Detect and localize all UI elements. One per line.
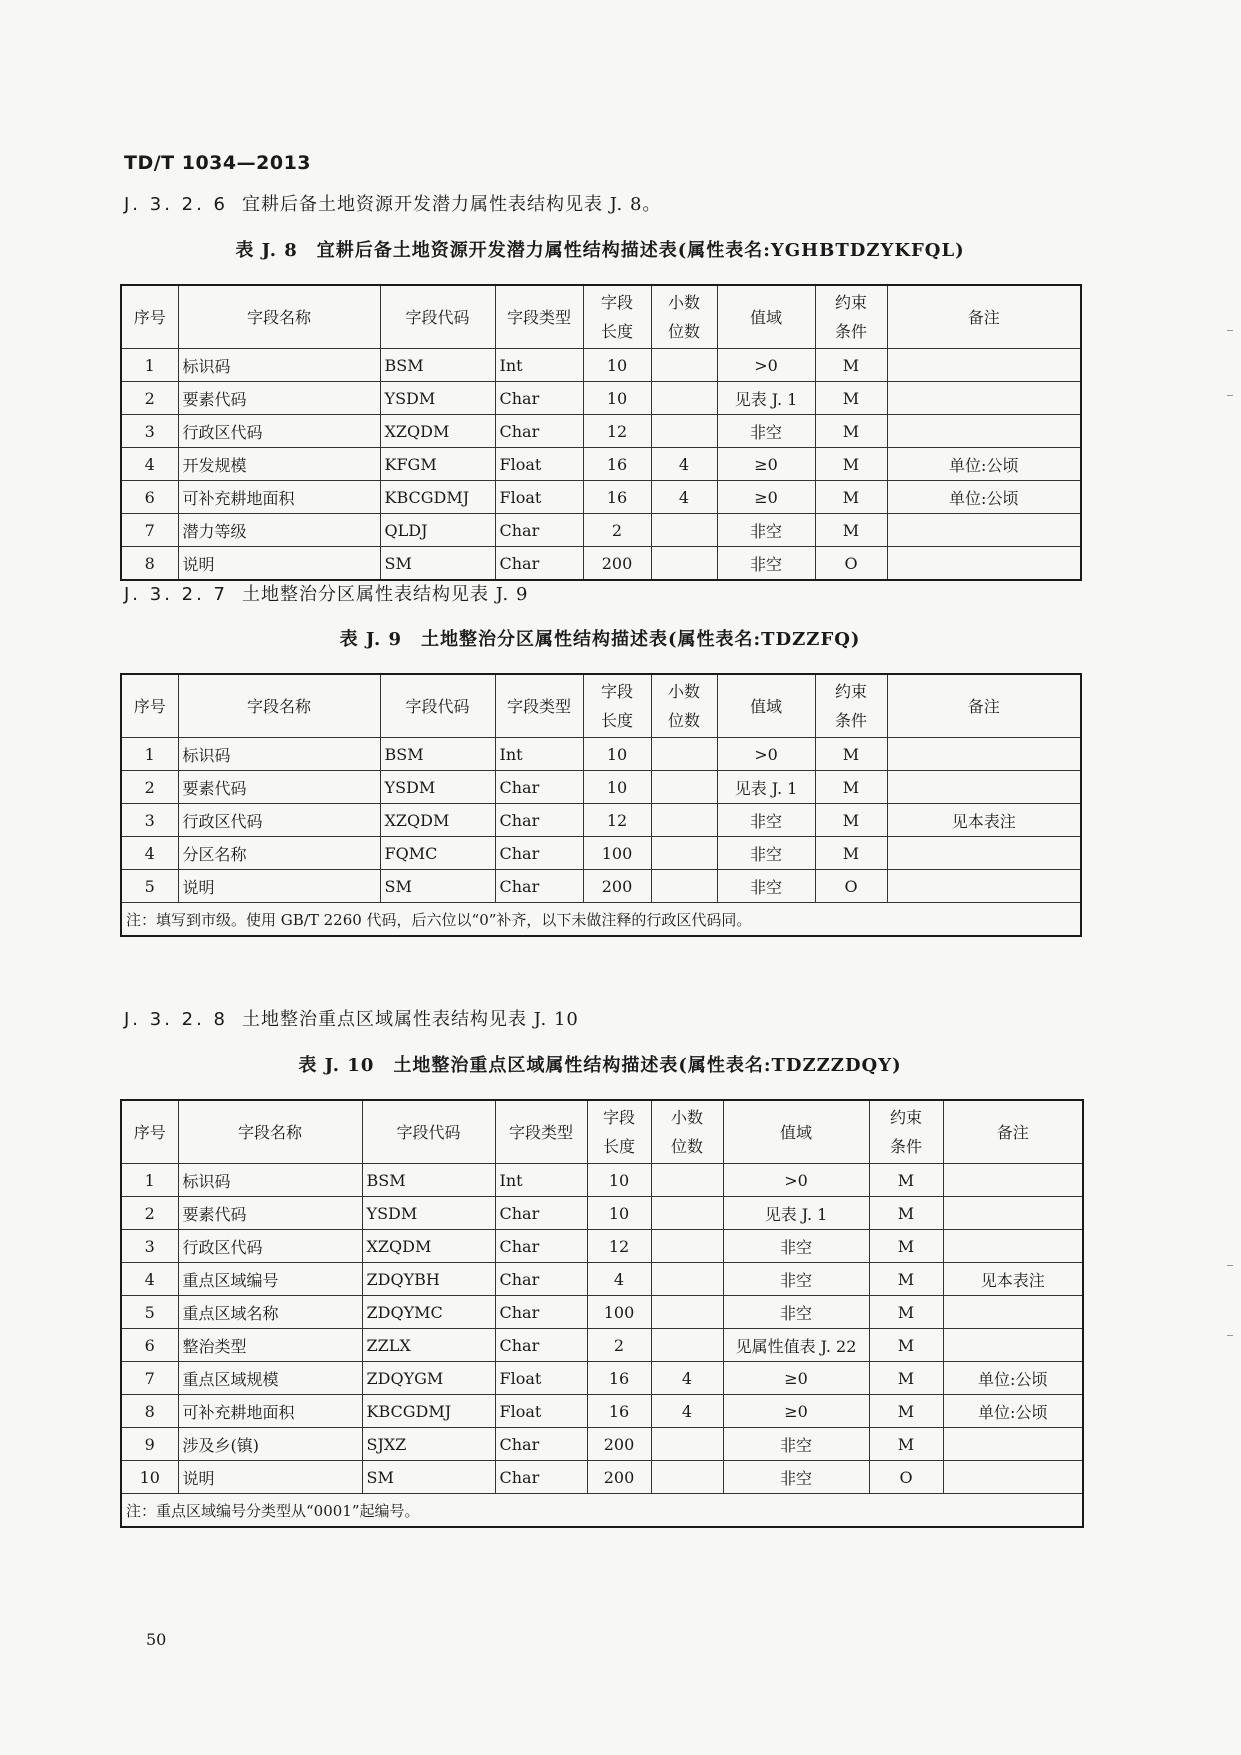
cell-field-code: ZZLX [362, 1329, 495, 1362]
cell-field-name: 要素代码 [178, 771, 380, 804]
cell-field-code: QLDJ [380, 514, 495, 547]
cell-field-code: ZDQYMC [362, 1296, 495, 1329]
cell-decimals [651, 837, 717, 870]
clause-j3-2-8 [124, 1005, 579, 1031]
clause-j3-2-7 [124, 580, 528, 606]
cell-seq: 2 [121, 1197, 178, 1230]
cell-constraint: M [815, 738, 887, 771]
scan-edge-mark [1227, 330, 1233, 331]
cell-field-code: SM [380, 547, 495, 581]
table-caption-j8: 表 J. 8 宜耕后备土地资源开发潜力属性结构描述表(属性表名:YGHBTDZYKFQL) [235, 240, 965, 261]
cell-constraint: M [869, 1362, 943, 1395]
cell-constraint: O [815, 870, 887, 903]
cell-field-length: 200 [587, 1461, 651, 1494]
cell-constraint: M [869, 1230, 943, 1263]
cell-field-type: Char [495, 514, 583, 547]
cell-field-type: Int [495, 349, 583, 382]
scan-edge-mark [1227, 395, 1233, 396]
cell-remark [943, 1296, 1083, 1329]
header-constraint [869, 1100, 943, 1164]
header-seq: 序号 [121, 285, 178, 349]
cell-field-name: 涉及乡(镇) [178, 1428, 362, 1461]
cell-remark: 单位:公顷 [943, 1395, 1083, 1428]
cell-field-code: SJXZ [362, 1428, 495, 1461]
scan-edge-mark [1227, 1335, 1233, 1336]
cell-remark [887, 382, 1081, 415]
cell-field-name: 开发规模 [178, 448, 380, 481]
cell-field-length: 10 [583, 771, 651, 804]
cell-decimals: 4 [651, 1362, 723, 1395]
header-label-line: 长度 [600, 322, 633, 341]
header-label-line: 小数 [667, 293, 700, 312]
cell-decimals [651, 1428, 723, 1461]
cell-field-type: Char [495, 382, 583, 415]
header-label-line: 约束 [834, 293, 867, 312]
table-row [121, 382, 1081, 415]
cell-decimals [651, 1263, 723, 1296]
header-label-line: 条件 [834, 711, 867, 730]
cell-seq: 2 [121, 382, 178, 415]
cell-field-name: 要素代码 [178, 382, 380, 415]
header-constraint [815, 674, 887, 738]
cell-seq: 1 [121, 1164, 178, 1197]
cell-remark [887, 415, 1081, 448]
header-decimals [651, 674, 717, 738]
cell-field-type: Char [495, 547, 583, 581]
cell-constraint: M [815, 514, 887, 547]
cell-field-type: Char [495, 415, 583, 448]
cell-field-code: BSM [380, 738, 495, 771]
cell-field-code: XZQDM [380, 804, 495, 837]
header-domain: 值域 [717, 674, 815, 738]
header-field-length [583, 285, 651, 349]
cell-domain: 非空 [723, 1230, 869, 1263]
cell-constraint: M [815, 771, 887, 804]
cell-constraint: O [869, 1461, 943, 1494]
table-note-row [121, 1494, 1083, 1528]
cell-domain: 见表 J. 1 [723, 1197, 869, 1230]
cell-remark [887, 837, 1081, 870]
header-label-line: 约束 [889, 1108, 922, 1127]
cell-field-length: 10 [583, 738, 651, 771]
attribute-table-j10 [120, 1099, 1084, 1528]
cell-decimals: 4 [651, 1395, 723, 1428]
cell-field-name: 标识码 [178, 738, 380, 771]
cell-field-length: 100 [587, 1296, 651, 1329]
cell-remark [887, 771, 1081, 804]
header-label-line: 长度 [600, 711, 633, 730]
cell-constraint: M [815, 382, 887, 415]
cell-domain: 非空 [723, 1461, 869, 1494]
header-field-code: 字段代码 [362, 1100, 495, 1164]
cell-field-type: Float [495, 448, 583, 481]
cell-domain: 见表 J. 1 [717, 771, 815, 804]
table-header-row [121, 285, 1081, 349]
cell-field-name: 可补充耕地面积 [178, 1395, 362, 1428]
cell-seq: 4 [121, 837, 178, 870]
page-number: 50 [146, 1630, 167, 1649]
cell-decimals [651, 738, 717, 771]
cell-seq: 6 [121, 1329, 178, 1362]
cell-remark [943, 1329, 1083, 1362]
cell-remark: 见本表注 [887, 804, 1081, 837]
cell-constraint: O [815, 547, 887, 581]
table-row [121, 547, 1081, 581]
cell-domain: 非空 [717, 870, 815, 903]
table-row [121, 1263, 1083, 1296]
cell-seq: 8 [121, 1395, 178, 1428]
cell-field-length: 2 [587, 1329, 651, 1362]
cell-domain: ≥0 [717, 448, 815, 481]
cell-field-type: Char [495, 870, 583, 903]
cell-domain: 见表 J. 1 [717, 382, 815, 415]
cell-field-code: BSM [362, 1164, 495, 1197]
header-label-line: 条件 [834, 322, 867, 341]
cell-field-code: YSDM [362, 1197, 495, 1230]
cell-decimals [651, 1197, 723, 1230]
cell-field-code: FQMC [380, 837, 495, 870]
clause-text: 土地整治分区属性表结构见表 J. 9 [242, 584, 529, 605]
cell-remark [943, 1230, 1083, 1263]
cell-seq: 5 [121, 870, 178, 903]
cell-remark [887, 547, 1081, 581]
clause-text: 土地整治重点区域属性表结构见表 J. 10 [242, 1009, 579, 1030]
cell-field-code: KBCGDMJ [380, 481, 495, 514]
cell-field-name: 说明 [178, 547, 380, 581]
cell-constraint: M [869, 1329, 943, 1362]
header-field-length [583, 674, 651, 738]
cell-domain: ≥0 [723, 1395, 869, 1428]
cell-seq: 1 [121, 349, 178, 382]
cell-field-name: 说明 [178, 870, 380, 903]
cell-decimals [651, 804, 717, 837]
header-label-line: 小数 [667, 682, 700, 701]
cell-field-type: Char [495, 1197, 587, 1230]
cell-field-type: Char [495, 1329, 587, 1362]
cell-remark [887, 349, 1081, 382]
cell-field-type: Int [495, 1164, 587, 1197]
table-caption-j10: 表 J. 10 土地整治重点区域属性结构描述表(属性表名:TDZZZDQY) [298, 1055, 902, 1076]
cell-constraint: M [815, 448, 887, 481]
cell-field-code: KFGM [380, 448, 495, 481]
cell-remark [943, 1197, 1083, 1230]
header-label-line: 约束 [834, 682, 867, 701]
table-row [121, 514, 1081, 547]
cell-field-code: SM [380, 870, 495, 903]
header-seq: 序号 [121, 674, 178, 738]
header-remark: 备注 [943, 1100, 1083, 1164]
cell-remark [943, 1461, 1083, 1494]
cell-remark: 见本表注 [943, 1263, 1083, 1296]
attribute-table-j9 [120, 673, 1082, 937]
cell-field-length: 100 [583, 837, 651, 870]
table-row [121, 771, 1081, 804]
cell-remark: 单位:公顷 [887, 448, 1081, 481]
cell-decimals [651, 349, 717, 382]
cell-domain: >0 [723, 1164, 869, 1197]
cell-field-length: 16 [583, 448, 651, 481]
attribute-table-j8 [120, 284, 1082, 581]
cell-domain: >0 [717, 738, 815, 771]
cell-field-name: 要素代码 [178, 1197, 362, 1230]
cell-domain: 非空 [723, 1296, 869, 1329]
cell-domain: 非空 [723, 1428, 869, 1461]
header-field-type: 字段类型 [495, 285, 583, 349]
cell-field-length: 200 [583, 547, 651, 581]
cell-constraint: M [869, 1197, 943, 1230]
header-label-line: 字段 [600, 293, 633, 312]
cell-field-type: Char [495, 804, 583, 837]
clause-j3-2-6 [124, 190, 661, 216]
cell-field-length: 4 [587, 1263, 651, 1296]
cell-field-name: 行政区代码 [178, 1230, 362, 1263]
cell-field-name: 行政区代码 [178, 415, 380, 448]
header-domain: 值域 [717, 285, 815, 349]
clause-text: 宜耕后备土地资源开发潜力属性表结构见表 J. 8。 [242, 194, 662, 215]
cell-decimals [651, 1461, 723, 1494]
cell-field-code: KBCGDMJ [362, 1395, 495, 1428]
header-label-line: 条件 [889, 1137, 922, 1156]
cell-field-name: 重点区域名称 [178, 1296, 362, 1329]
cell-field-length: 2 [583, 514, 651, 547]
cell-field-type: Char [495, 837, 583, 870]
header-remark: 备注 [887, 285, 1081, 349]
header-field-type: 字段类型 [495, 1100, 587, 1164]
table-row [121, 1461, 1083, 1494]
header-label-line: 长度 [602, 1137, 635, 1156]
cell-domain: 见属性值表 J. 22 [723, 1329, 869, 1362]
header-field-name: 字段名称 [178, 674, 380, 738]
cell-remark: 单位:公顷 [887, 481, 1081, 514]
header-field-code: 字段代码 [380, 285, 495, 349]
header-label-line: 字段 [602, 1108, 635, 1127]
cell-field-type: Char [495, 1461, 587, 1494]
table-note: 注：填写到市级。使用 GB/T 2260 代码，后六位以“0”补齐，以下未做注释的行政区代码同。 [121, 903, 1081, 937]
cell-domain: 非空 [717, 547, 815, 581]
table-row [121, 1230, 1083, 1263]
cell-seq: 2 [121, 771, 178, 804]
cell-field-length: 16 [587, 1395, 651, 1428]
cell-decimals [651, 1296, 723, 1329]
cell-field-type: Char [495, 1428, 587, 1461]
clause-number: J. 3. 2. 8 [124, 1009, 228, 1030]
cell-constraint: M [815, 481, 887, 514]
cell-domain: 非空 [717, 837, 815, 870]
cell-field-name: 行政区代码 [178, 804, 380, 837]
cell-domain: 非空 [717, 415, 815, 448]
cell-constraint: M [815, 349, 887, 382]
cell-seq: 5 [121, 1296, 178, 1329]
header-label-line: 位数 [667, 322, 700, 341]
cell-field-length: 16 [587, 1362, 651, 1395]
table-caption-j9: 表 J. 9 土地整治分区属性结构描述表(属性表名:TDZZFQ) [339, 629, 861, 650]
table-row [121, 448, 1081, 481]
cell-domain: 非空 [717, 514, 815, 547]
cell-remark [943, 1164, 1083, 1197]
table-row [121, 1296, 1083, 1329]
header-label-line: 小数 [670, 1108, 703, 1127]
cell-field-code: YSDM [380, 771, 495, 804]
scan-edge-mark [1227, 1265, 1233, 1266]
cell-field-length: 200 [587, 1428, 651, 1461]
cell-decimals [651, 1329, 723, 1362]
cell-field-length: 12 [583, 415, 651, 448]
cell-constraint: M [869, 1263, 943, 1296]
cell-field-name: 整治类型 [178, 1329, 362, 1362]
table-row [121, 804, 1081, 837]
cell-decimals [651, 547, 717, 581]
header-field-name: 字段名称 [178, 1100, 362, 1164]
cell-field-type: Float [495, 481, 583, 514]
header-remark: 备注 [887, 674, 1081, 738]
cell-domain: >0 [717, 349, 815, 382]
cell-field-type: Char [495, 771, 583, 804]
cell-field-code: BSM [380, 349, 495, 382]
cell-decimals: 4 [651, 448, 717, 481]
cell-constraint: M [815, 837, 887, 870]
header-decimals [651, 285, 717, 349]
cell-field-code: XZQDM [362, 1230, 495, 1263]
cell-seq: 8 [121, 547, 178, 581]
table-header-row [121, 674, 1081, 738]
standard-code-header: TD/T 1034—2013 [124, 152, 312, 174]
cell-field-length: 10 [583, 382, 651, 415]
table-note-row [121, 903, 1081, 937]
cell-seq: 6 [121, 481, 178, 514]
header-field-length [587, 1100, 651, 1164]
cell-seq: 4 [121, 1263, 178, 1296]
cell-seq: 4 [121, 448, 178, 481]
cell-seq: 1 [121, 738, 178, 771]
table-row [121, 1164, 1083, 1197]
cell-remark [887, 870, 1081, 903]
table-row [121, 1329, 1083, 1362]
cell-decimals [651, 771, 717, 804]
cell-field-name: 标识码 [178, 349, 380, 382]
cell-domain: ≥0 [723, 1362, 869, 1395]
cell-field-name: 重点区域规模 [178, 1362, 362, 1395]
cell-seq: 3 [121, 1230, 178, 1263]
table-row [121, 1428, 1083, 1461]
cell-field-length: 10 [587, 1197, 651, 1230]
header-field-type: 字段类型 [495, 674, 583, 738]
table-row [121, 870, 1081, 903]
header-label-line: 位数 [670, 1137, 703, 1156]
cell-remark [887, 738, 1081, 771]
cell-field-name: 说明 [178, 1461, 362, 1494]
cell-field-type: Float [495, 1362, 587, 1395]
cell-seq: 7 [121, 1362, 178, 1395]
cell-field-type: Int [495, 738, 583, 771]
cell-decimals: 4 [651, 481, 717, 514]
cell-field-length: 200 [583, 870, 651, 903]
clause-number: J. 3. 2. 7 [124, 584, 228, 605]
cell-remark: 单位:公顷 [943, 1362, 1083, 1395]
cell-domain: ≥0 [717, 481, 815, 514]
header-label-line: 字段 [600, 682, 633, 701]
cell-field-length: 10 [583, 349, 651, 382]
clause-number: J. 3. 2. 6 [124, 194, 228, 215]
cell-constraint: M [815, 415, 887, 448]
table-row [121, 415, 1081, 448]
cell-field-type: Char [495, 1296, 587, 1329]
header-field-code: 字段代码 [380, 674, 495, 738]
cell-domain: 非空 [723, 1263, 869, 1296]
cell-field-code: YSDM [380, 382, 495, 415]
cell-domain: 非空 [717, 804, 815, 837]
cell-constraint: M [869, 1164, 943, 1197]
header-field-name: 字段名称 [178, 285, 380, 349]
cell-constraint: M [869, 1428, 943, 1461]
table-header-row [121, 1100, 1083, 1164]
cell-field-name: 可补充耕地面积 [178, 481, 380, 514]
cell-decimals [651, 870, 717, 903]
table-row [121, 1197, 1083, 1230]
cell-field-type: Char [495, 1263, 587, 1296]
header-label-line: 位数 [667, 711, 700, 730]
table-note: 注：重点区域编号分类型从“0001”起编号。 [121, 1494, 1083, 1528]
cell-field-name: 分区名称 [178, 837, 380, 870]
table-row [121, 1395, 1083, 1428]
table-row [121, 349, 1081, 382]
cell-decimals [651, 514, 717, 547]
cell-field-length: 12 [583, 804, 651, 837]
cell-seq: 10 [121, 1461, 178, 1494]
cell-field-type: Char [495, 1230, 587, 1263]
cell-field-length: 16 [583, 481, 651, 514]
table-row [121, 837, 1081, 870]
header-domain: 值域 [723, 1100, 869, 1164]
cell-field-length: 12 [587, 1230, 651, 1263]
cell-decimals [651, 415, 717, 448]
cell-seq: 3 [121, 804, 178, 837]
cell-constraint: M [815, 804, 887, 837]
cell-field-type: Float [495, 1395, 587, 1428]
cell-field-code: ZDQYGM [362, 1362, 495, 1395]
cell-field-code: ZDQYBH [362, 1263, 495, 1296]
cell-seq: 7 [121, 514, 178, 547]
cell-decimals [651, 382, 717, 415]
cell-seq: 3 [121, 415, 178, 448]
header-seq: 序号 [121, 1100, 178, 1164]
table-row [121, 481, 1081, 514]
table-row [121, 738, 1081, 771]
cell-remark [887, 514, 1081, 547]
cell-field-name: 潜力等级 [178, 514, 380, 547]
table-row [121, 1362, 1083, 1395]
cell-decimals [651, 1230, 723, 1263]
header-constraint [815, 285, 887, 349]
cell-field-length: 10 [587, 1164, 651, 1197]
header-decimals [651, 1100, 723, 1164]
cell-field-code: XZQDM [380, 415, 495, 448]
cell-decimals [651, 1164, 723, 1197]
cell-field-code: SM [362, 1461, 495, 1494]
cell-field-name: 重点区域编号 [178, 1263, 362, 1296]
cell-constraint: M [869, 1395, 943, 1428]
cell-constraint: M [869, 1296, 943, 1329]
cell-remark [943, 1428, 1083, 1461]
cell-field-name: 标识码 [178, 1164, 362, 1197]
cell-seq: 9 [121, 1428, 178, 1461]
